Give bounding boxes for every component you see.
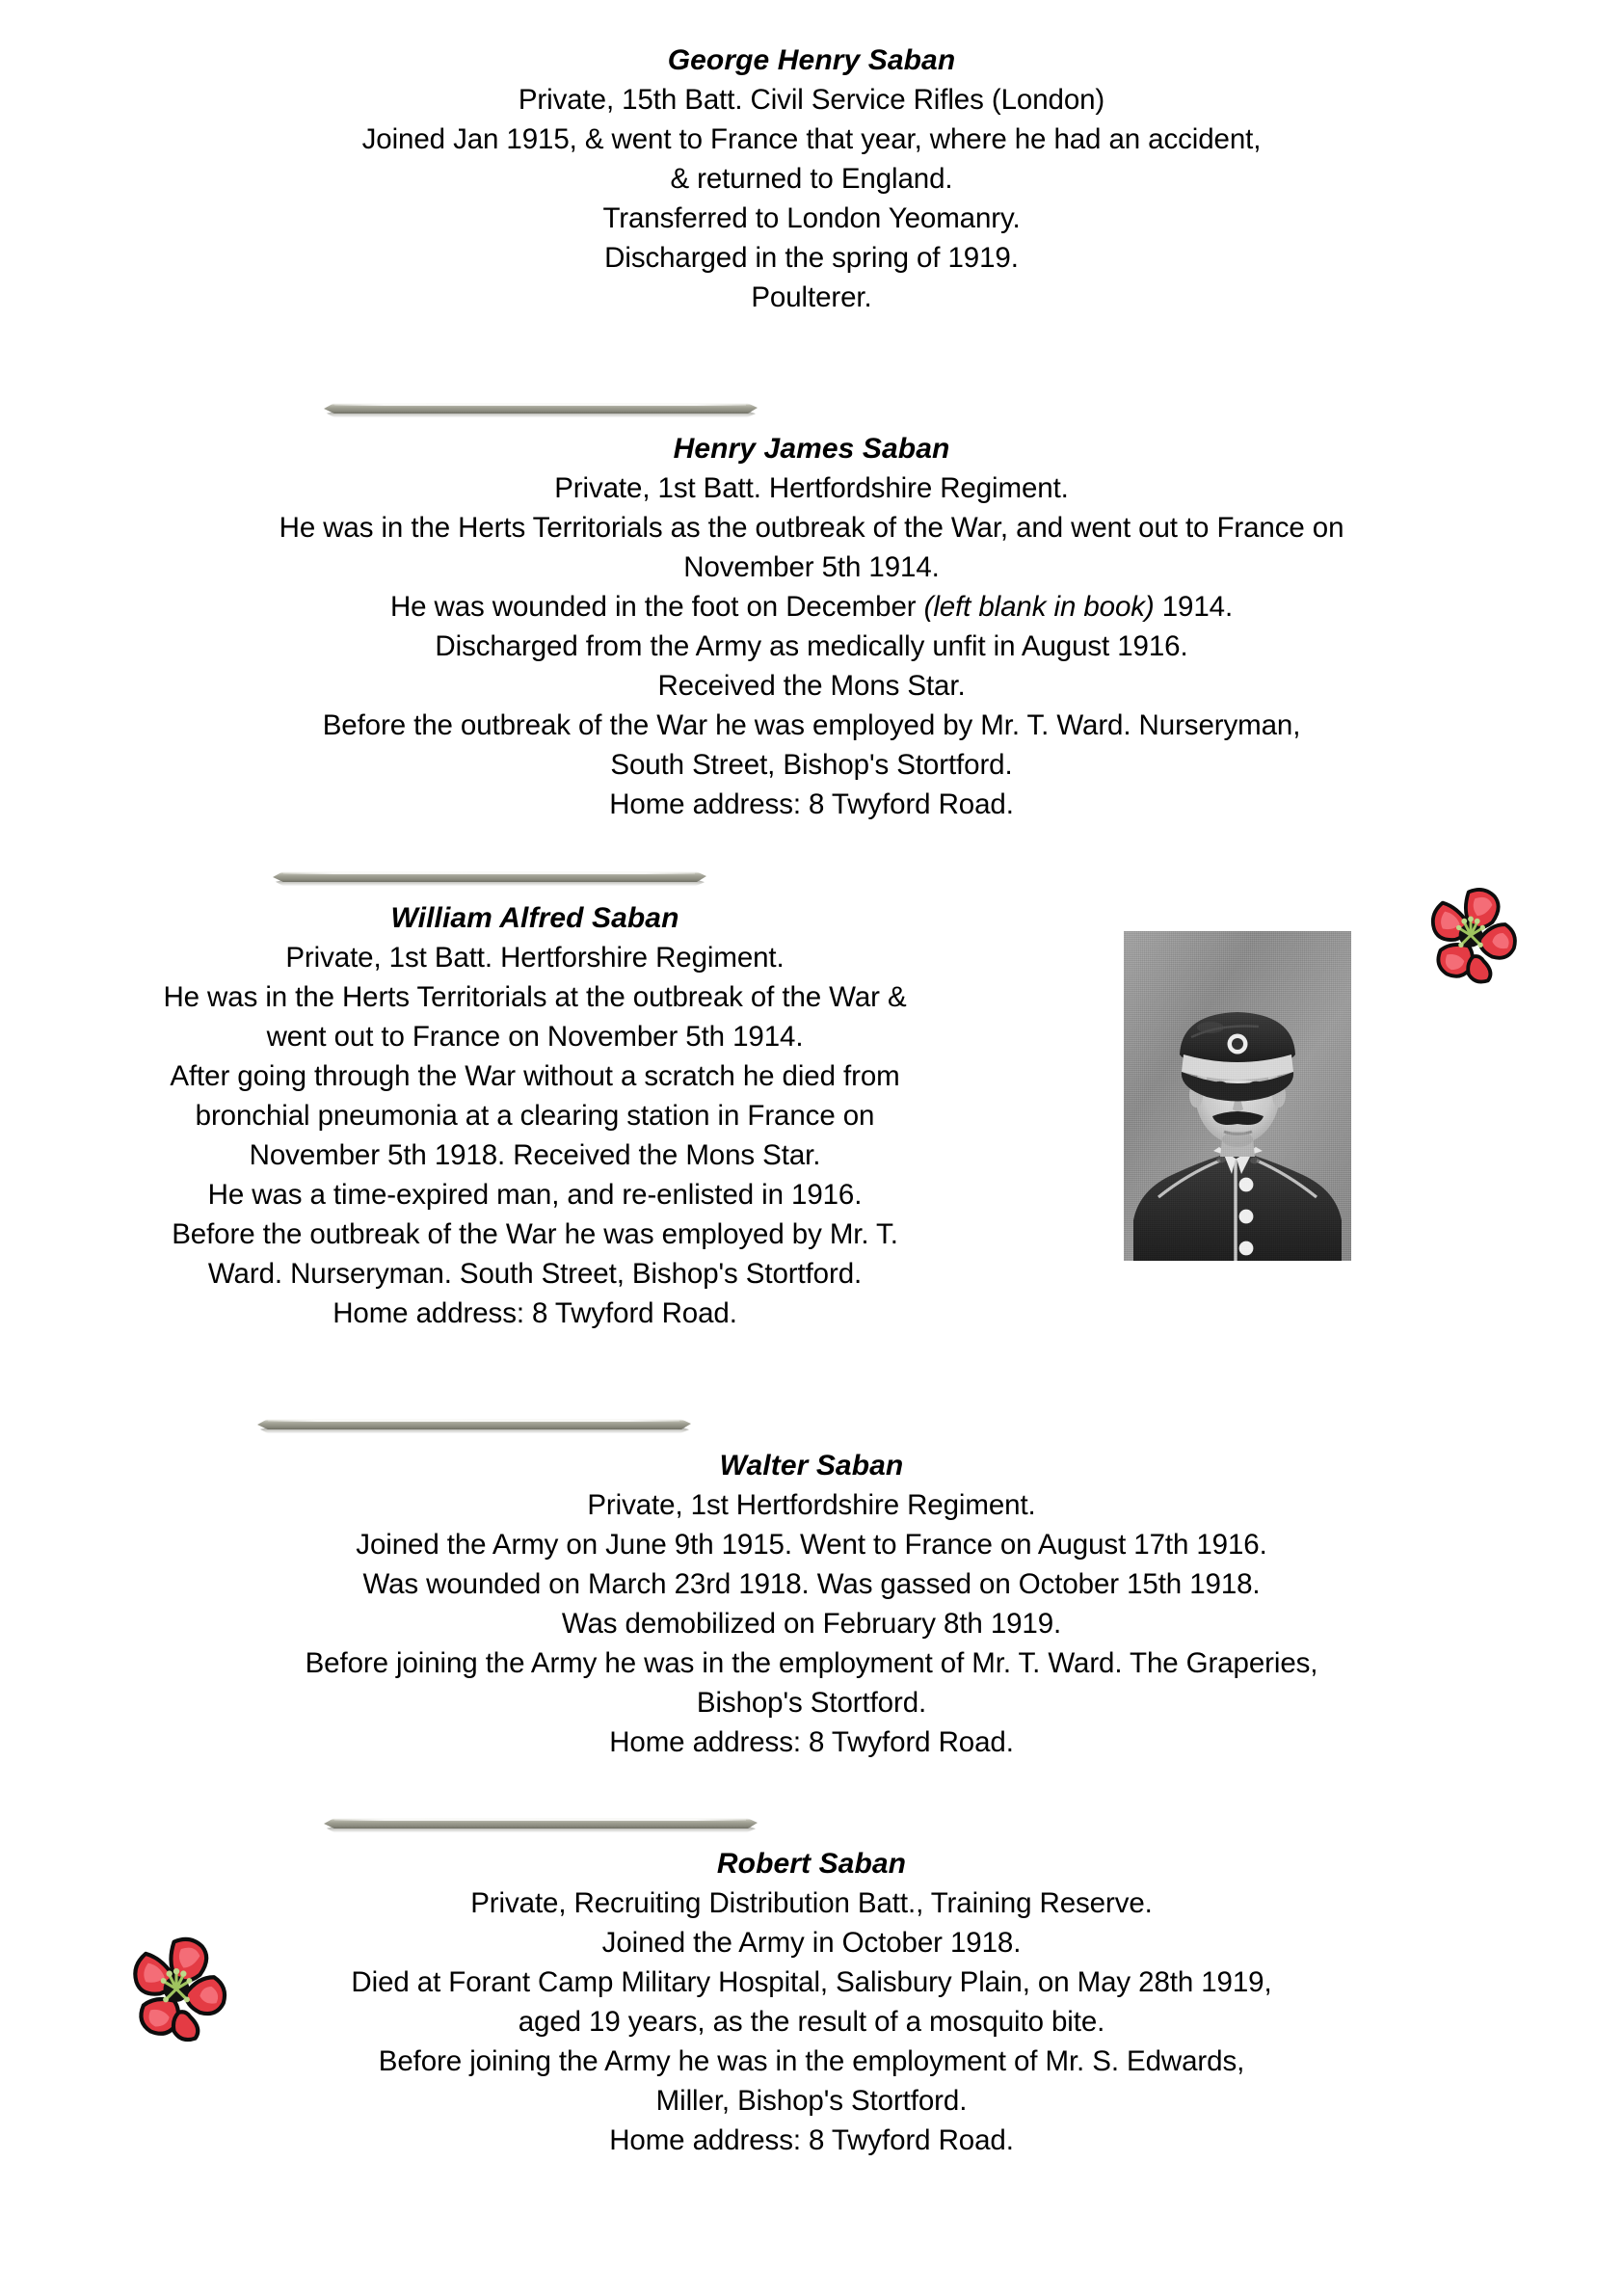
poppy-flower-graphic <box>1417 879 1525 987</box>
section-divider <box>324 1812 758 1835</box>
poppy-icon <box>118 1928 235 2045</box>
entry-line: Discharged from the Army as medically unfit in August 1916. <box>435 630 1188 662</box>
entry-line: Before joining the Army he was in the employment of Mr. T. Ward. The Graperies, <box>305 1647 1318 1679</box>
entry-line: Received the Mons Star. <box>657 670 966 702</box>
entry-line: Ward. Nurseryman. South Street, Bishop's Stortford. <box>207 1258 863 1290</box>
entry-line: Joined Jan 1915, & went to France that year, where he had an accident, <box>361 123 1262 155</box>
entry-line: He was in the Herts Territorials at the outbreak of the War & <box>163 981 907 1013</box>
divider-highlight <box>334 1819 747 1821</box>
entry-line: Private, 1st Batt. Hertfordshire Regiment. <box>554 472 1069 504</box>
entry-line: Private, 15th Batt. Civil Service Rifles (London) <box>518 84 1105 116</box>
divider-highlight <box>283 872 696 874</box>
entry-line: & returned to England. <box>670 163 953 195</box>
entry-line: Private, 1st Hertfordshire Regiment. <box>587 1489 1036 1521</box>
entry-line: Home address: 8 Twyford Road. <box>609 788 1014 820</box>
entry-name: Henry James Saban <box>673 433 950 465</box>
divider-highlight <box>334 404 747 406</box>
entry-name: Robert Saban <box>716 1848 907 1880</box>
photograph-image <box>1124 931 1351 1261</box>
poppy-flower-graphic <box>118 1928 235 2045</box>
entry-line: Before joining the Army he was in the employment of Mr. S. Edwards, <box>378 2045 1245 2077</box>
soldier-photograph <box>1124 931 1351 1261</box>
entry-line: Private, 1st Batt. Hertforshire Regiment. <box>285 942 785 974</box>
photograph-grain-overlay <box>1124 931 1351 1261</box>
entry-line: Died at Forant Camp Military Hospital, Salisbury Plain, on May 28th 1919, <box>351 1966 1272 1998</box>
entry-line: aged 19 years, as the result of a mosquito bite. <box>518 2006 1105 2038</box>
wounded-text-before: He was wounded in the foot on December <box>389 591 924 623</box>
section-divider <box>273 866 706 889</box>
entry-william-alfred-saban <box>0 898 1070 1333</box>
entry-name: Walter Saban <box>719 1450 904 1482</box>
entry-line: He was a time-expired man, and re-enlisted in 1916. <box>207 1179 863 1211</box>
entry-line: Transferred to London Yeomanry. <box>602 202 1021 234</box>
entry-line: Discharged in the spring of 1919. <box>604 242 1019 274</box>
poppy-icon <box>1417 879 1525 987</box>
section-divider <box>324 397 758 420</box>
entry-line: Poulterer. <box>751 281 872 313</box>
entry-line: Before the outbreak of the War he was employed by Mr. T. <box>172 1218 898 1250</box>
entry-walter-saban <box>0 1446 1623 1762</box>
entry-line: Miller, Bishop's Stortford. <box>655 2085 968 2117</box>
entry-line: Joined the Army on June 9th 1915. Went to France on August 17th 1916. <box>356 1529 1267 1561</box>
entry-george-henry-saban <box>0 40 1623 317</box>
entry-line: Home address: 8 Twyford Road. <box>609 1726 1014 1758</box>
entry-line-wounded <box>0 587 1623 627</box>
entry-name: William Alfred Saban <box>390 902 679 934</box>
italic-note: (left blank in book) <box>923 591 1155 623</box>
entry-line: South Street, Bishop's Stortford. <box>610 749 1013 781</box>
entry-line: bronchial pneumonia at a clearing station in France on <box>195 1100 875 1132</box>
entry-name: George Henry Saban <box>667 44 956 76</box>
entry-robert-saban <box>0 1844 1623 2160</box>
entry-line: Before the outbreak of the War he was employed by Mr. T. Ward. Nurseryman, <box>322 709 1301 741</box>
divider-highlight <box>268 1420 680 1422</box>
wounded-text-after: 1914. <box>1154 591 1234 623</box>
entry-line: Was wounded on March 23rd 1918. Was gassed on October 15th 1918. <box>362 1568 1261 1600</box>
entry-line: After going through the War without a scratch he died from <box>170 1060 900 1092</box>
entry-henry-james-saban <box>0 429 1623 824</box>
entry-line: Was demobilized on February 8th 1919. <box>561 1608 1062 1640</box>
entry-line: He was in the Herts Territorials as the outbreak of the War, and went out to France on <box>279 512 1344 544</box>
entry-line: Home address: 8 Twyford Road. <box>609 2124 1014 2156</box>
entry-line: went out to France on November 5th 1914. <box>266 1021 804 1053</box>
entry-line: November 5th 1914. <box>683 551 940 583</box>
entry-line: November 5th 1918. Received the Mons Star. <box>249 1139 821 1171</box>
entry-line: Bishop's Stortford. <box>696 1687 927 1719</box>
entry-line: Home address: 8 Twyford Road. <box>333 1297 737 1329</box>
section-divider <box>257 1413 691 1436</box>
entry-line: Joined the Army in October 1918. <box>601 1927 1022 1959</box>
entry-line: Private, Recruiting Distribution Batt., Training Reserve. <box>470 1887 1153 1919</box>
